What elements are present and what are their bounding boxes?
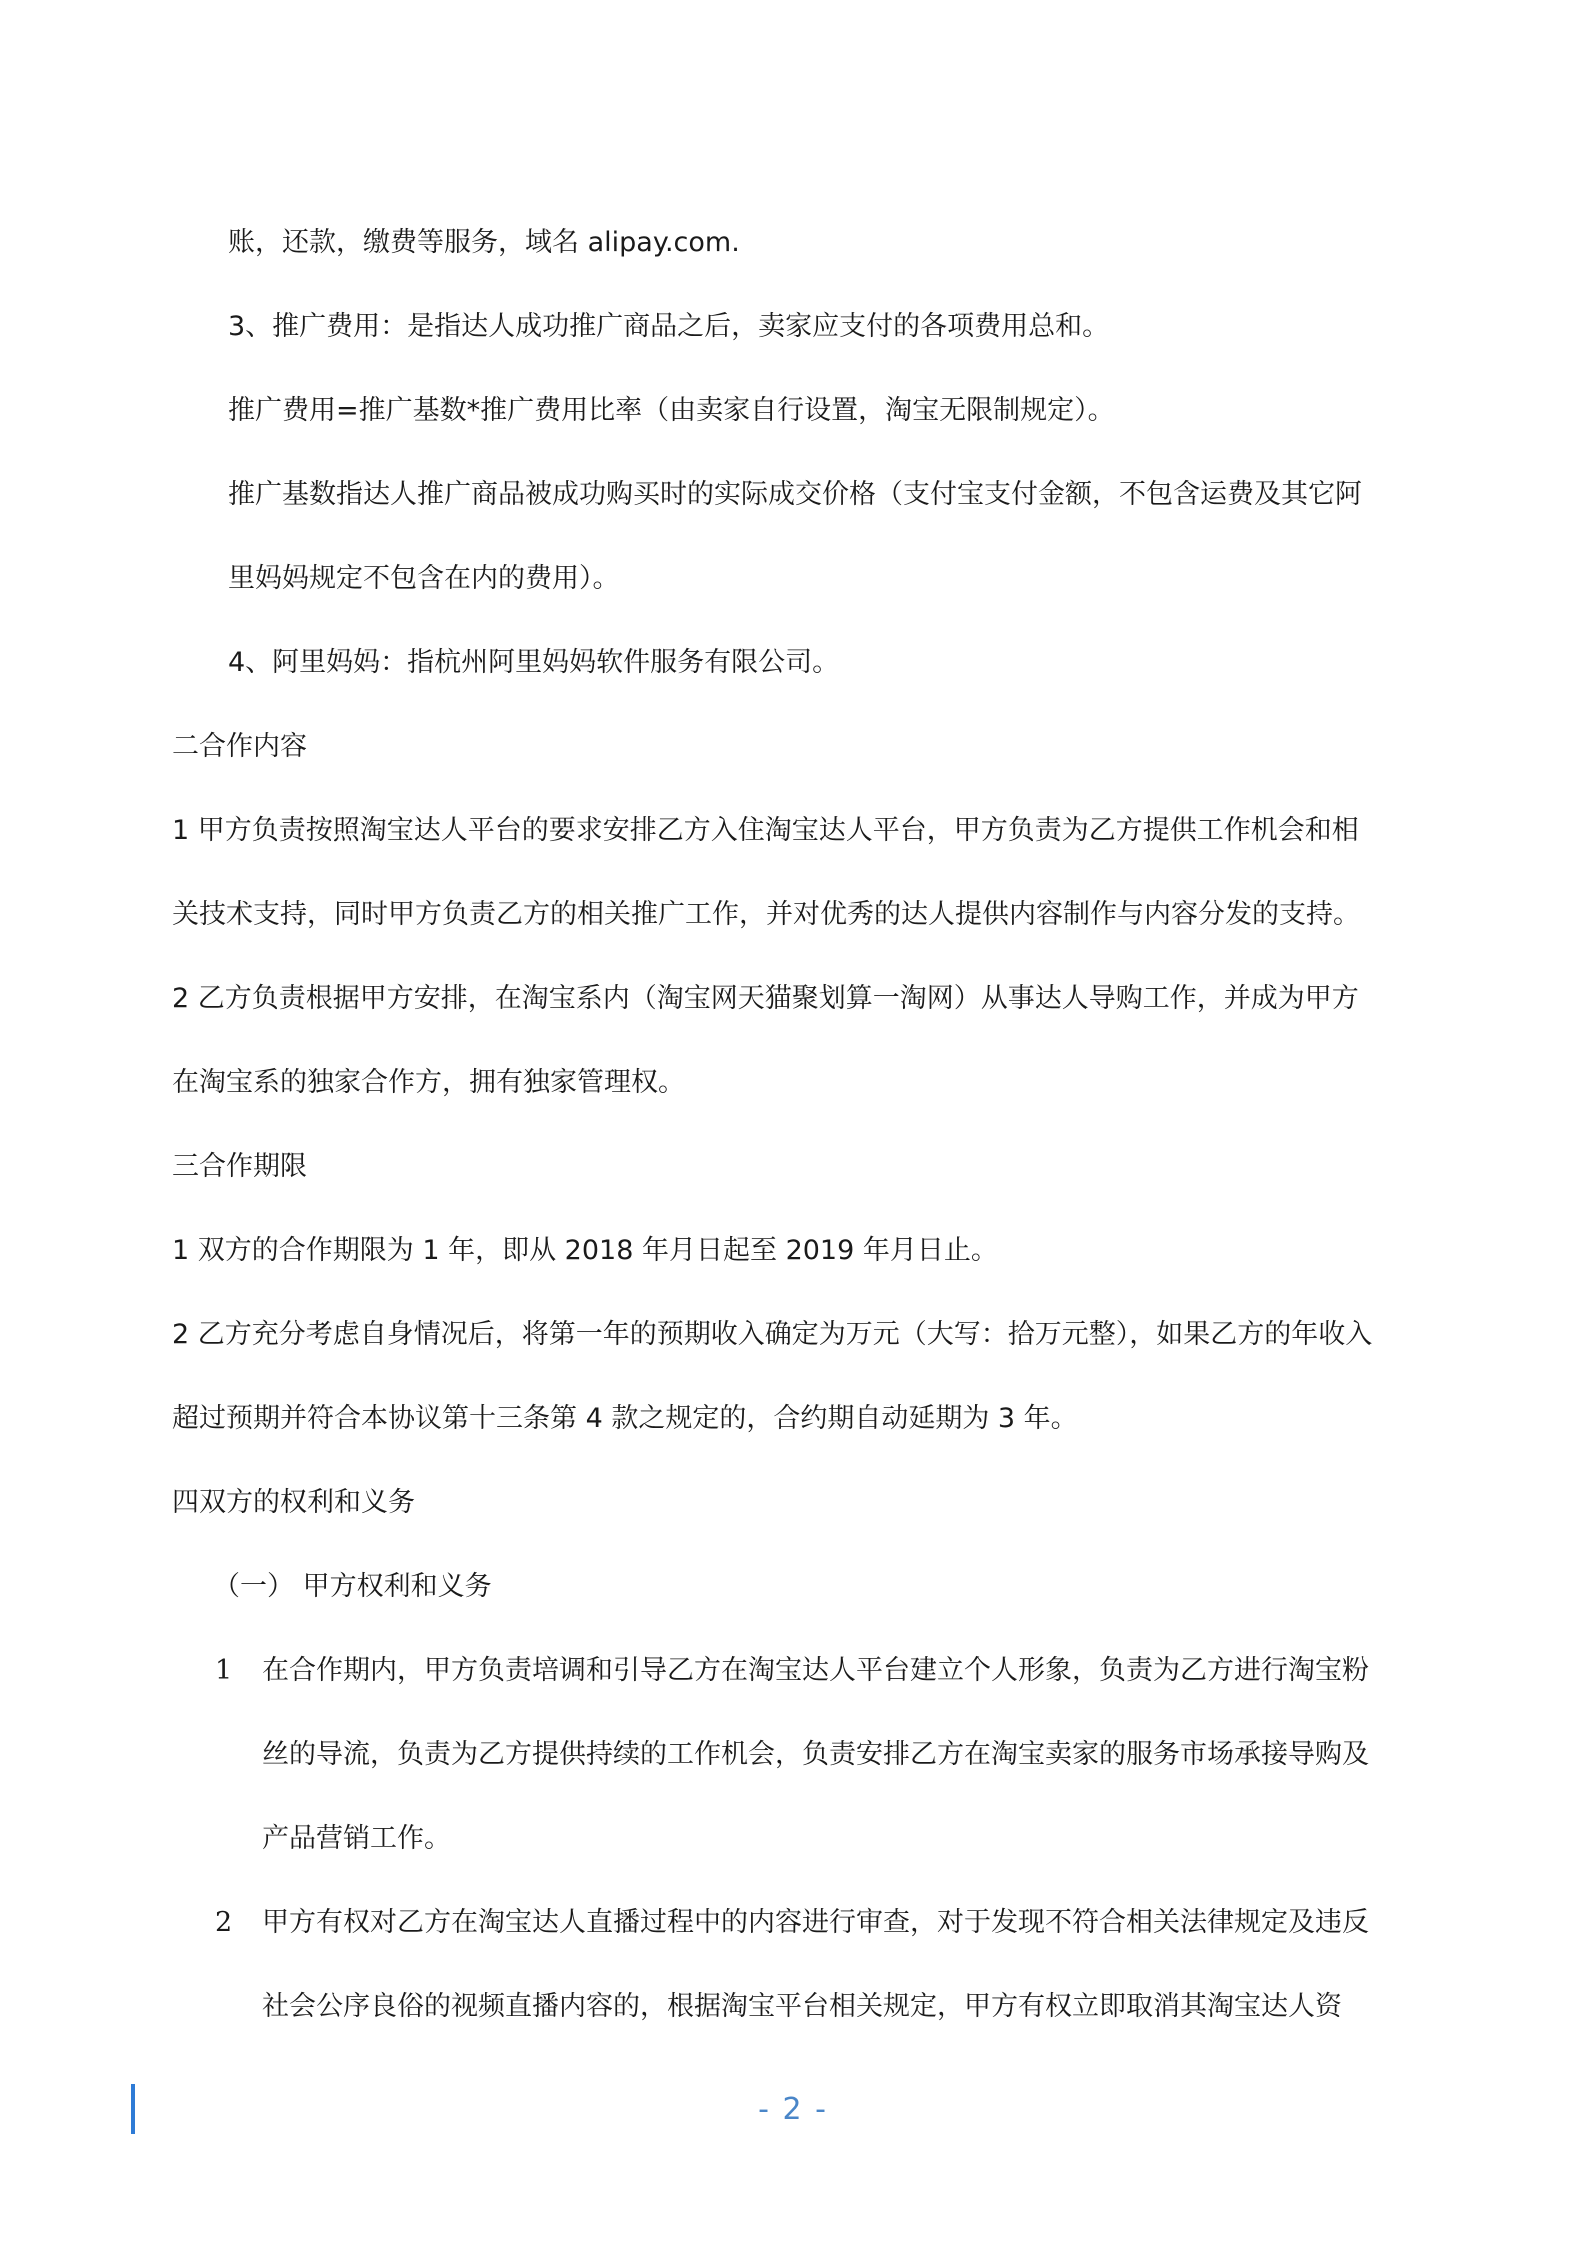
list-item-line: 丝的导流，负责为乙方提供持续的工作机会，负责安排乙方在淘宝卖家的服务市场承接导购及 xyxy=(262,1739,1369,1770)
list-item-line: 社会公序良俗的视频直播内容的，根据淘宝平台相关规定，甲方有权立即取消其淘宝达人资 xyxy=(262,1991,1342,2022)
paragraph-line: 2 乙方负责根据甲方安排，在淘宝系内（淘宝网天猫聚划算一淘网）从事达人导购工作，并成为甲方 xyxy=(172,983,1359,1014)
paragraph-line: 在淘宝系的独家合作方，拥有独家管理权。 xyxy=(172,1067,685,1098)
section-heading-4: 四双方的权利和义务 xyxy=(172,1487,415,1518)
section-heading-2: 二合作内容 xyxy=(172,731,307,762)
list-item-line: 甲方有权对乙方在淘宝达人直播过程中的内容进行审查，对于发现不符合相关法律规定及违反 xyxy=(262,1907,1369,1938)
paragraph-line: 推广基数指达人推广商品被成功购买时的实际成交价格（支付宝支付金额，不包含运费及其它阿 xyxy=(228,479,1362,510)
list-number: 2 xyxy=(215,1907,233,1938)
section-heading-3: 三合作期限 xyxy=(172,1151,307,1182)
list-item-line: 产品营销工作。 xyxy=(262,1823,451,1854)
definition-4: 4、阿里妈妈：指杭州阿里妈妈软件服务有限公司。 xyxy=(228,647,840,678)
subsection-heading: （一） 甲方权利和义务 xyxy=(213,1571,492,1602)
paragraph-line: 2 乙方充分考虑自身情况后，将第一年的预期收入确定为万元（大写：拾万元整），如果乙方的年收入 xyxy=(172,1319,1373,1350)
paragraph-line: 账，还款，缴费等服务，域名 alipay.com. xyxy=(228,227,740,258)
formula-line: 推广费用=推广基数*推广费用比率（由卖家自行设置，淘宝无限制规定）。 xyxy=(228,395,1115,426)
list-item-line: 在合作期内，甲方负责培调和引导乙方在淘宝达人平台建立个人形象，负责为乙方进行淘宝粉 xyxy=(262,1655,1369,1686)
paragraph-line: 关技术支持，同时甲方负责乙方的相关推广工作，并对优秀的达人提供内容制作与内容分发的支持。 xyxy=(172,899,1360,930)
page-number: - 2 - xyxy=(758,2092,828,2127)
list-number: 1 xyxy=(215,1655,233,1686)
paragraph-line: 里妈妈规定不包含在内的费用）。 xyxy=(228,563,620,594)
paragraph-line: 1 双方的合作期限为 1 年，即从 2018 年月日起至 2019 年月日止。 xyxy=(172,1235,998,1266)
paragraph-line: 1 甲方负责按照淘宝达人平台的要求安排乙方入住淘宝达人平台，甲方负责为乙方提供工作机会和相 xyxy=(172,815,1359,846)
paragraph-line: 超过预期并符合本协议第十三条第 4 款之规定的，合约期自动延期为 3 年。 xyxy=(172,1403,1078,1434)
definition-3: 3、推广费用：是指达人成功推广商品之后，卖家应支付的各项费用总和。 xyxy=(228,311,1110,342)
